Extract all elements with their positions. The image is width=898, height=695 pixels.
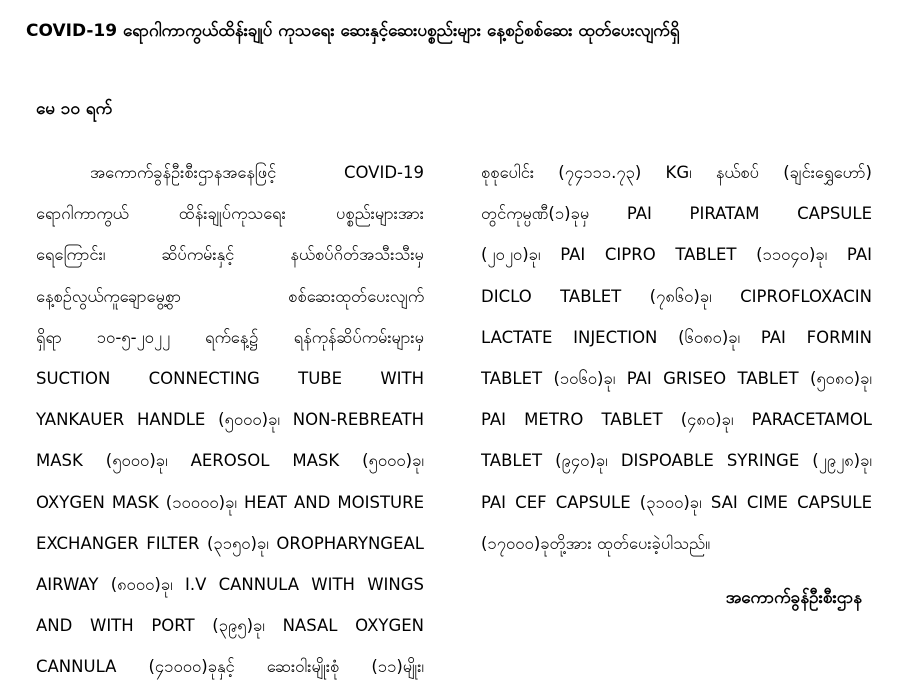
body-line: ရှိရာ ၁၀-၅-၂၀၂၂ ရက်နေ့၌ ရန်ကုန်ဆိပ်ကမ်းများမှ [36, 327, 424, 347]
body-line: PAI METRO TABLET (၄၈၀)ခု၊ PARACETAMOL [481, 410, 872, 430]
body-line: SUCTION CONNECTING TUBE WITH [36, 368, 424, 388]
body-line: DICLO TABLET (၇၈၆၀)ခု၊ CIPROFLOXACIN [481, 286, 872, 306]
body-line: OXYGEN MASK (၁၀၀၀၀)ခု၊ HEAT AND MOISTURE [36, 492, 424, 512]
body-line: EXCHANGER FILTER (၃၁၅၀)ခု၊ OROPHARYNGEAL [36, 533, 424, 553]
body-line: TABLET (၁၀၆၀)ခု၊ PAI GRISEO TABLET (၅၀၈၀)ခု၊ [481, 368, 872, 388]
body-line: ရောဂါကာကွယ် ထိန်းချုပ်ကုသရေး ပစ္စည်းများအား [36, 204, 424, 224]
article-signature: အကောက်ခွန်ဦးစီးဌာန [725, 588, 862, 608]
body-line: တွင်ကုမ္ပဏီ(၁)ခုမှ PAI PIRATAM CAPSULE [481, 204, 872, 224]
body-line-final: (၁၇၀၀၀)ခုတို့အား ထုတ်ပေးခဲ့ပါသည်။ [481, 533, 711, 553]
body-line: AIRWAY (၈၀၀၀)ခု၊ I.V CANNULA WITH WINGS [36, 574, 424, 594]
right-text-column [481, 152, 872, 564]
body-line: CANNULA (၄၁၀၀၀)ခုနှင့် ဆေးဝါးမျိုးစုံ (၁၁)မျိုး၊ [36, 657, 424, 677]
left-text-column [36, 152, 424, 687]
body-line: LACTATE INJECTION (၆၀၈၀)ခု၊ PAI FORMIN [481, 327, 872, 347]
body-line: TABLET (၉၄၀)ခု၊ DISPOABLE SYRINGE (၂၉၂၈)ခု၊ [481, 451, 872, 471]
body-line: စုစုပေါင်း (၇၄၁၁၁.၇၃) KG၊ နယ်စပ် (ချင်းရွှေဟော်) [481, 163, 872, 182]
body-line: ရေကြောင်း၊ ဆိပ်ကမ်းနှင့် နယ်စပ်ဂိတ်အသီးသီးမှ [36, 245, 424, 265]
article-dateline: မေ ၁၀ ရက် [36, 99, 113, 119]
body-line: MASK (၅၀၀၀)ခု၊ AEROSOL MASK (၅၀၀၀)ခု၊ [36, 451, 424, 471]
body-line: အကောက်ခွန်ဦးစီးဌာနအနေဖြင့် COVID-19 [90, 163, 424, 182]
body-line: နေ့စဥ်လွယ်ကူချောမွေ့စွာ စစ်ဆေးထုတ်ပေးလျက် [36, 286, 424, 306]
body-line: PAI CEF CAPSULE (၃၁၀၀)ခု၊ SAI CIME CAPSULE [481, 492, 872, 512]
article-headline: COVID-19 ရောဂါကာကွယ်ထိန်းချုပ် ကုသရေး ဆေးနှင့်ဆေးပစ္စည်းများ နေ့စဥ်စစ်ဆေး ထုတ်ပေးလျက်ရှိ [26, 21, 680, 41]
body-line: YANKAUER HANDLE (၅၀၀၀)ခု၊ NON-REBREATH [36, 410, 424, 430]
body-line: (၂၀၂၀)ခု၊ PAI CIPRO TABLET (၁၁၀၄၀)ခု၊ PAI [481, 245, 872, 265]
body-line: AND WITH PORT (၃၉၅)ခု၊ NASAL OXYGEN [36, 616, 424, 636]
